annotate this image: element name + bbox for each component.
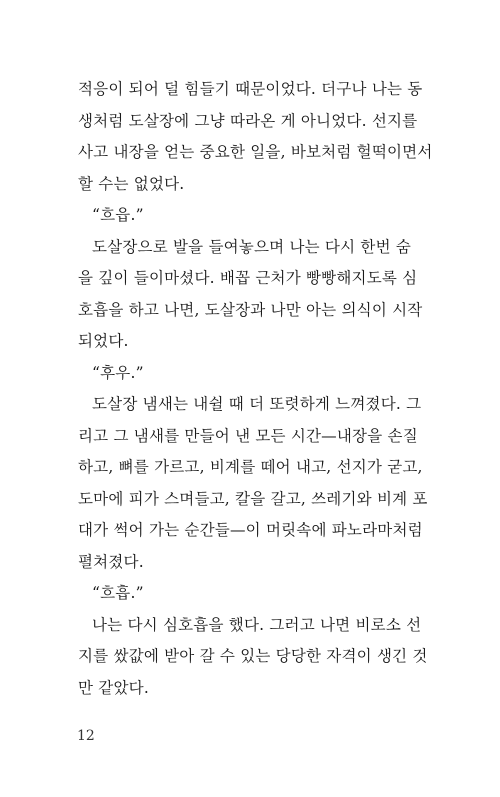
- dialogue-line: “흐읍.”: [92, 206, 144, 224]
- text-line: 생처럼 도살장에 그냥 따라온 게 아니었다. 선지를: [78, 111, 418, 130]
- text-line: 펼쳐졌다.: [78, 552, 144, 571]
- text-line: 사고 내장을 얻는 중요한 일을, 바보처럼 헐떡이면서: [78, 143, 433, 161]
- text-line: 리고 그 냄새를 만들어 낸 모든 시간—내장을 손질: [78, 426, 418, 445]
- dialogue-line: “흐흡.”: [92, 584, 144, 602]
- text-line: 대가 썩어 가는 순간들—이 머릿속에 파노라마처럼: [78, 521, 423, 539]
- paragraph-first-line: 도살장 냄새는 내쉴 때 더 또렷하게 느껴졌다. 그: [92, 395, 422, 413]
- text-line: 되었다.: [78, 332, 129, 350]
- text-line: 적응이 되어 덜 힘들기 때문이었다. 더구나 나는 동: [78, 80, 423, 98]
- text-line: 지를 쌌값에 받아 갈 수 있는 당당한 자격이 생긴 것: [78, 647, 428, 665]
- paragraph-first-line: 나는 다시 심호흡을 했다. 그러고 나면 비로소 선: [92, 615, 422, 634]
- text-line: 을 깊이 들이마셨다. 배꼽 근처가 빵빵해지도록 심: [78, 269, 418, 287]
- text-line: 도마에 피가 스며들고, 칼을 갈고, 쓰레기와 비계 포: [78, 489, 428, 508]
- text-line: 만 같았다.: [78, 678, 149, 697]
- text-line: 할 수는 없었다.: [78, 174, 185, 193]
- page-number: 12: [77, 728, 95, 744]
- text-line: 하고, 뼈를 가르고, 비계를 떼어 내고, 선지가 굳고,: [78, 458, 423, 476]
- dialogue-line: “후우.”: [92, 363, 144, 382]
- paragraph-first-line: 도살장으로 발을 들여놓으며 나는 다시 한번 숨: [92, 237, 412, 256]
- body-text: [78, 74, 433, 704]
- text-line: 호흡을 하고 나면, 도살장과 나만 아는 의식이 시작: [78, 300, 423, 319]
